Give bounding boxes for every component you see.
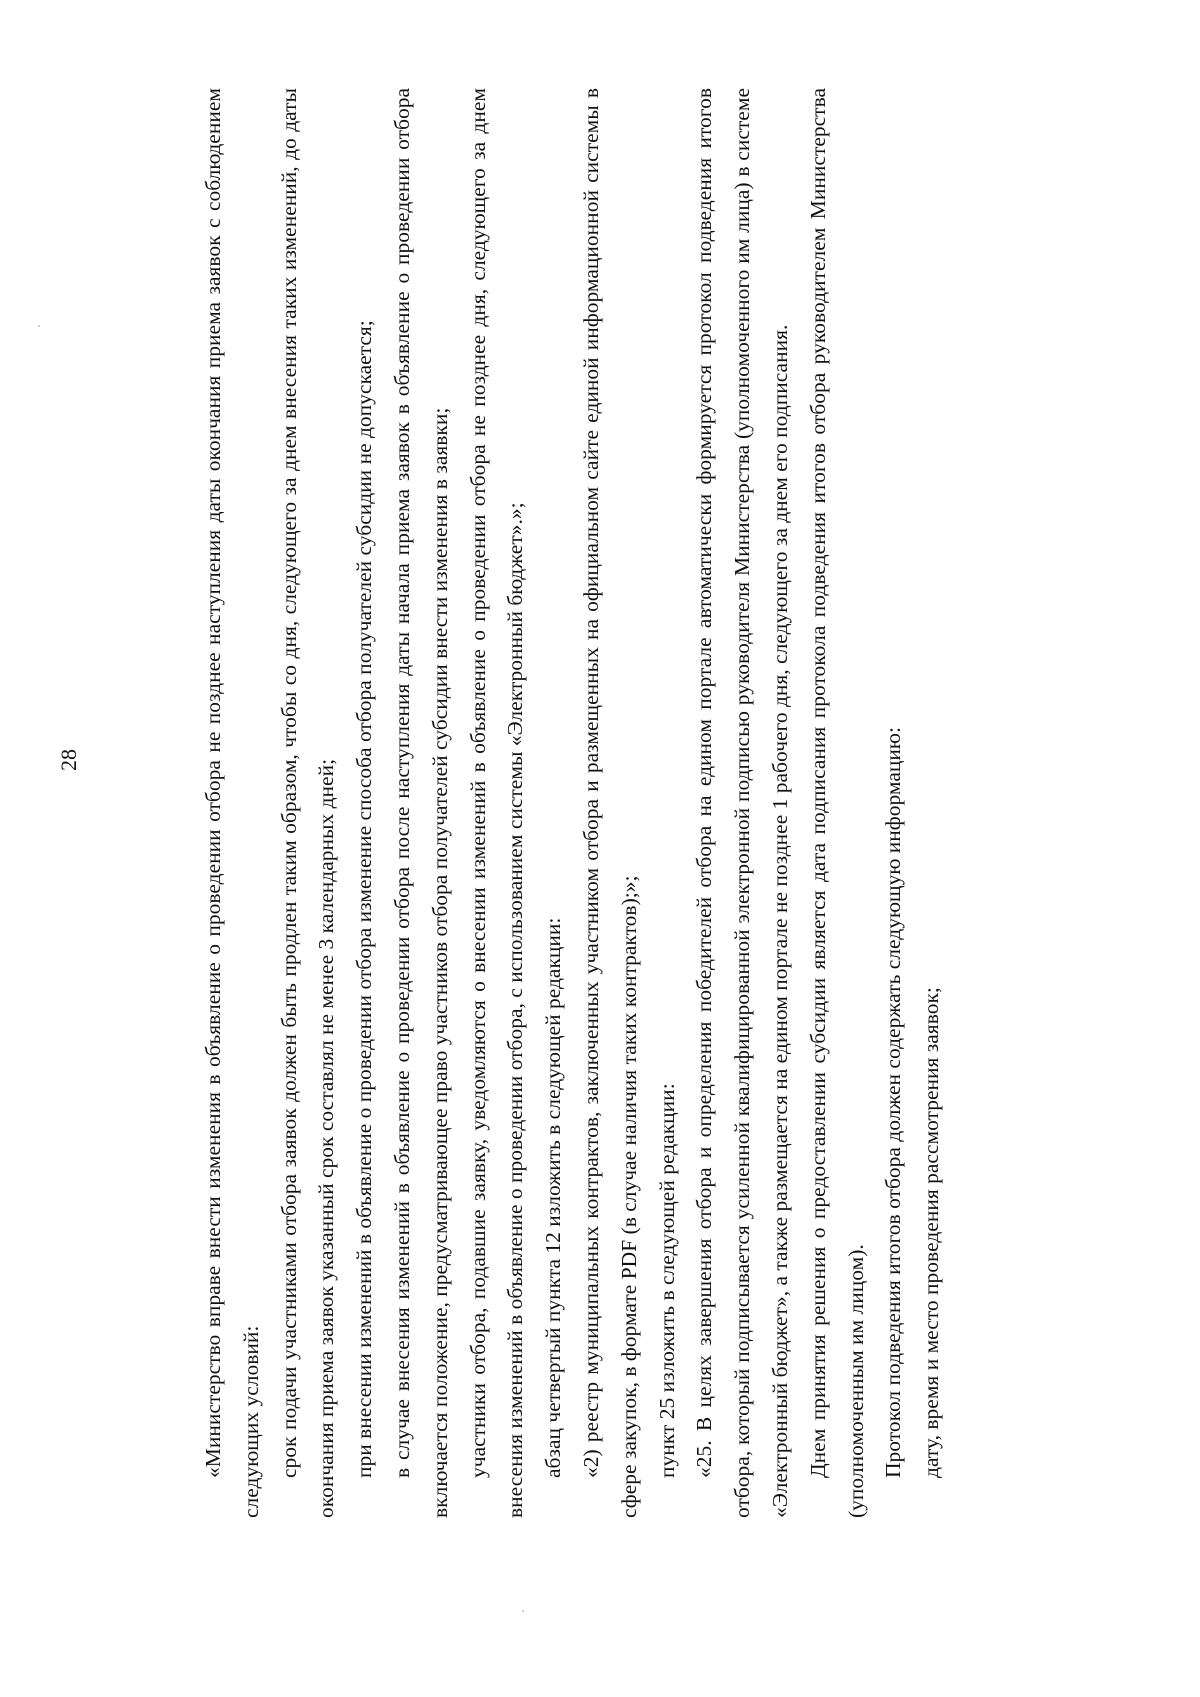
paragraph: «2) реестр муниципальных контрактов, заключенных участником отбора и размещенных на официальном сайте единой информационной системы в сфере закупок, в формате PDF (в случае наличия таких контрактов);»; — [578, 88, 641, 1518]
paragraph: «Министерство вправе внести изменения в объявление о проведении отбора не позднее наступления даты окончания приема заявок с соблюдением следующих условий: — [201, 88, 263, 1518]
scan-speck — [522, 1610, 524, 1612]
paragraph: дату, время и место проведения рассмотрения заявок; — [919, 987, 944, 1478]
page-number: 28 — [56, 749, 81, 771]
paragraph: при внесении изменений в объявление о проведении отбора изменение способа отбора получателей субсидии не допускается; — [352, 320, 377, 1478]
paragraph: в случае внесения изменений в объявление о проведении отбора после наступления даты начала приема заявок в объявление о проведении отбора включается положение, предусматривающее право участников отбора получателей субсидии внести изменения в заявки; — [389, 88, 452, 1518]
scan-speck — [38, 325, 40, 327]
paragraph: «25. В целях завершения отбора и определения победителей отбора на едином портале автоматически формируется протокол подведения итогов отбора, который подписывается усиленной квалифицированной электронной подписью руководителя Министерства (уполномоченного им лица) в системе «Электронный бюджет», а также размещается на едином портале не позднее 1 рабочего дня, следующего за днем его подписания. — [692, 88, 792, 1518]
paragraph: срок подачи участниками отбора заявок должен быть продлен таким образом, чтобы со дня, следующего за днем внесения таких изменений, до даты окончания приема заявок указанный срок составлял не менее 3 календарных дней; — [276, 88, 339, 1518]
paragraph: Протокол подведения итогов отбора должен содержать следующую информацию: — [881, 727, 906, 1478]
paragraph: Днем принятия решения о предоставлении субсидии является дата подписания протокола подведения итогов отбора руководителем Министерства (уполномоченным им лицом). — [805, 88, 868, 1518]
paragraph: участники отбора, подавшие заявку, уведомляются о внесении изменений в объявление о проведении отбора не позднее дня, следующего за днем внесения изменений в объявление о проведении отбора, с использованием системы «Электронный бюджет».»; — [465, 88, 528, 1518]
paragraph: абзац четвертый пункта 12 изложить в следующей редакции: — [541, 917, 566, 1478]
document-body — [195, 88, 1015, 1518]
paragraph: пункт 25 изложить в следующей редакции: — [654, 1083, 679, 1478]
